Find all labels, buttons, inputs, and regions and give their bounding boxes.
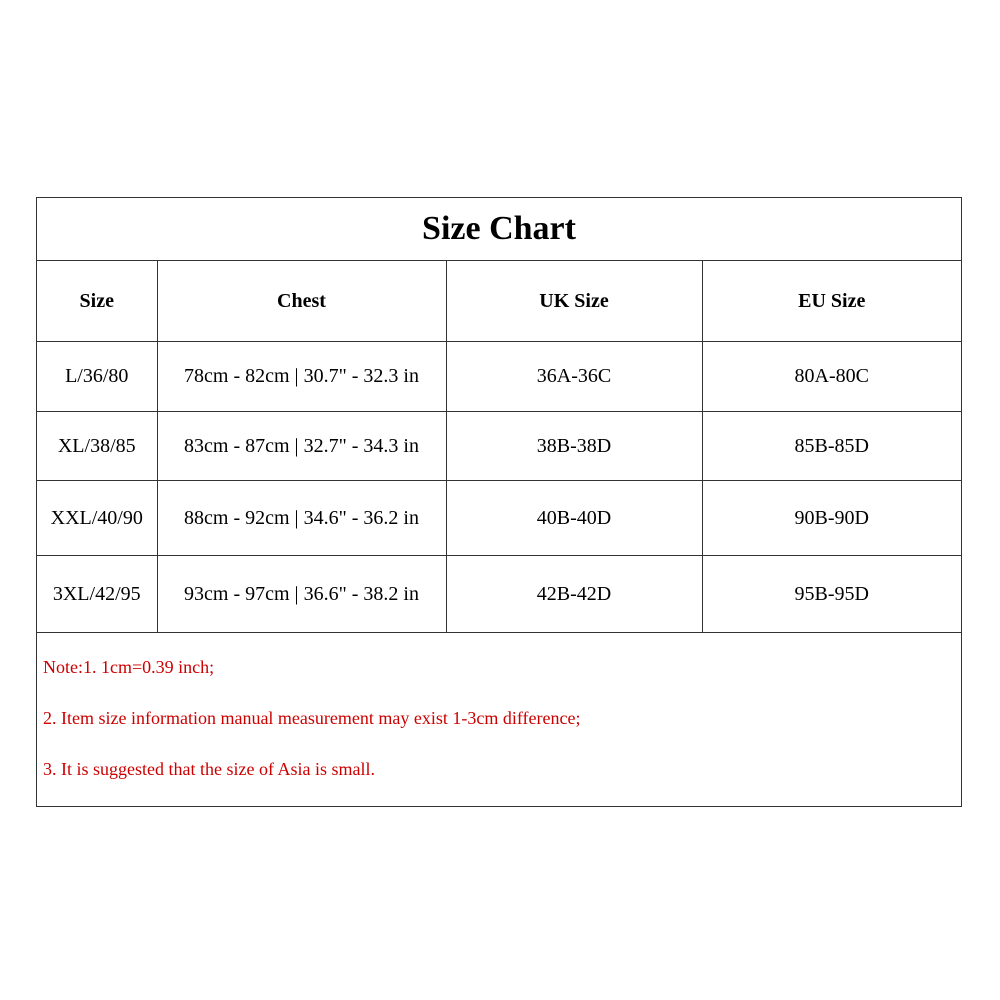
uk-size-cell: 38B-38D (446, 412, 702, 481)
table-row (37, 556, 961, 633)
note-line: Note:1. 1cm=0.39 inch; (43, 657, 215, 677)
note-line: 2. Item size information manual measurement may exist 1-3cm difference; (43, 708, 581, 728)
column-header-chest: Chest (157, 261, 446, 342)
eu-size-cell: 90B-90D (702, 481, 961, 556)
note-line: 3. It is suggested that the size of Asia is small. (43, 759, 375, 779)
size-cell: XXL/40/90 (37, 481, 157, 556)
column-header-uk-size: UK Size (446, 261, 702, 342)
chest-cell: 93cm - 97cm | 36.6" - 38.2 in (157, 556, 446, 633)
size-cell: L/36/80 (37, 342, 157, 412)
column-header-size: Size (37, 261, 157, 342)
chart-title: Size Chart (37, 198, 961, 261)
size-table (37, 261, 961, 633)
uk-size-cell: 36A-36C (446, 342, 702, 412)
uk-size-cell: 40B-40D (446, 481, 702, 556)
chest-cell: 83cm - 87cm | 32.7" - 34.3 in (157, 412, 446, 481)
table-row (37, 481, 961, 556)
size-cell: 3XL/42/95 (37, 556, 157, 633)
chest-cell: 88cm - 92cm | 34.6" - 36.2 in (157, 481, 446, 556)
eu-size-cell: 95B-95D (702, 556, 961, 633)
eu-size-cell: 80A-80C (702, 342, 961, 412)
eu-size-cell: 85B-85D (702, 412, 961, 481)
chest-cell: 78cm - 82cm | 30.7" - 32.3 in (157, 342, 446, 412)
uk-size-cell: 42B-42D (446, 556, 702, 633)
table-row (37, 412, 961, 481)
size-chart (36, 197, 962, 807)
table-header-row (37, 261, 961, 342)
column-header-eu-size: EU Size (702, 261, 961, 342)
table-row (37, 342, 961, 412)
size-cell: XL/38/85 (37, 412, 157, 481)
